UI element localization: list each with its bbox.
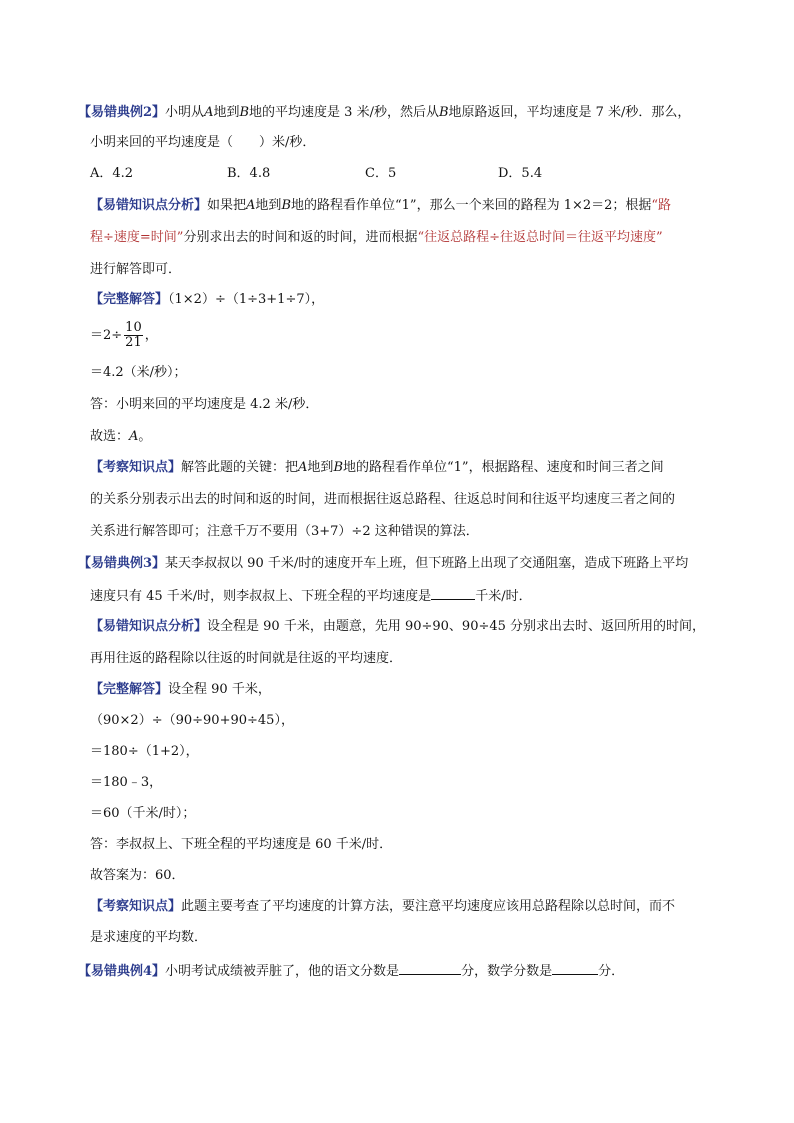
ex2-knowledge-line-3: 关系进行解答即可；注意千万不要用（3+7）÷2 这种错误的算法． bbox=[90, 524, 479, 539]
ex3-solution-line-1: 【完整解答】设全程 90 千米， bbox=[90, 682, 271, 697]
ex2-solution-line-5: 故选：A。 bbox=[90, 429, 152, 444]
ex2-analysis-line-3: 进行解答即可． bbox=[90, 262, 182, 277]
ex2-question-line-2: 小明来回的平均速度是（ ）米/秒． bbox=[90, 135, 316, 150]
ex3-analysis-line-2: 再用往返的路程除以往返的时间就是往返的平均速度． bbox=[90, 651, 403, 666]
fraction: $\frac{10}{21}$ bbox=[125, 320, 142, 350]
ex3-solution-line-2: （90×2）÷（90÷90+90÷45）， bbox=[90, 713, 294, 728]
ex3-solution-line-3: ＝180÷（1+2）， bbox=[90, 744, 199, 759]
ex2-analysis-line-2: 程÷速度=时间”分别求出去的时间和返的时间，进而根据“往返总路程÷往返总时间＝往返平均速度” bbox=[90, 230, 663, 245]
ex3-solution-line-6: 答：李叔叔上、下班全程的平均速度是 60 千米/时． bbox=[90, 837, 393, 852]
option-b: B．4.8 bbox=[227, 166, 271, 181]
ex2-analysis-tag: 【易错知识点分析】 bbox=[90, 198, 208, 213]
ex2-knowledge-line-1: 【考察知识点】解答此题的关键：把A地到B地的路程看作单位“1”，根据路程、速度和时间三者之间 bbox=[90, 460, 664, 475]
math-score-blank bbox=[552, 962, 598, 975]
ex2-knowledge-tag: 【考察知识点】 bbox=[90, 460, 182, 475]
option-a: A．4.2 bbox=[90, 166, 134, 181]
ex2-solution-line-1: 【完整解答】（1×2）÷（1÷3+1÷7）， bbox=[90, 292, 325, 307]
ex3-analysis-tag: 【易错知识点分析】 bbox=[90, 619, 208, 634]
ex2-solution-tag: 【完整解答】 bbox=[90, 292, 169, 307]
ex3-question-line-2: 速度只有 45 千米/时，则李叔叔上、下班全程的平均速度是 千米/时． bbox=[90, 589, 532, 604]
answer-blank bbox=[431, 587, 475, 600]
option-c: C．5 bbox=[365, 166, 397, 181]
ex2-knowledge-line-2: 的关系分别表示出去的时间和返的时间，进而根据往返总路程、往返总时间和往返平均速度三者之间的 bbox=[90, 492, 676, 507]
ex3-solution-line-7: 故答案为：60． bbox=[90, 868, 185, 883]
ex2-solution-line-3: ＝4.2（米/秒）； bbox=[90, 365, 187, 380]
ex3-question-line-1: 【易错典例3】某天李叔叔以 90 千米/时的速度开车上班，但下班路上出现了交通阻塞，造成下班路上平均 bbox=[78, 556, 689, 571]
ex3-solution-tag: 【完整解答】 bbox=[90, 682, 169, 697]
ex2-tag: 【易错典例2】 bbox=[78, 105, 166, 120]
ex2-solution-line-2: ＝2÷ $\frac{10}{21}$ ， bbox=[90, 320, 158, 350]
ex2-analysis-line-1: 【易错知识点分析】如果把A地到B地的路程看作单位“1”，那么一个来回的路程为 1×2＝2；根据“路 bbox=[90, 198, 672, 213]
option-d: D．5.4 bbox=[498, 166, 543, 181]
ex3-knowledge-line-2: 是求速度的平均数． bbox=[90, 930, 208, 945]
ex3-tag: 【易错典例3】 bbox=[78, 556, 166, 571]
ex4-question-line: 【易错典例4】小明考试成绩被弄脏了，他的语文分数是 分，数学分数是 分． bbox=[78, 964, 625, 979]
ex3-solution-line-5: ＝60（千米/时）； bbox=[90, 806, 196, 821]
ex4-tag: 【易错典例4】 bbox=[78, 964, 166, 979]
chinese-score-blank bbox=[399, 962, 461, 975]
ex3-knowledge-tag: 【考察知识点】 bbox=[90, 899, 182, 914]
ex3-knowledge-line-1: 【考察知识点】此题主要考查了平均速度的计算方法，要注意平均速度应该用总路程除以总时间，而不 bbox=[90, 899, 676, 914]
ex2-solution-line-4: 答：小明来回的平均速度是 4.2 米/秒． bbox=[90, 397, 319, 412]
ex3-analysis-line-1: 【易错知识点分析】设全程是 90 千米，由题意，先用 90÷90、90÷45 分别求出去时、返回所用的时间， bbox=[90, 619, 706, 634]
ex2-question-line-1: 【易错典例2】小明从A地到B地的平均速度是 3 米/秒，然后从B地原路返回，平均速度是 7 米/秒．那么， bbox=[78, 105, 691, 120]
ex3-solution-line-4: ＝180﹣3， bbox=[90, 775, 163, 790]
